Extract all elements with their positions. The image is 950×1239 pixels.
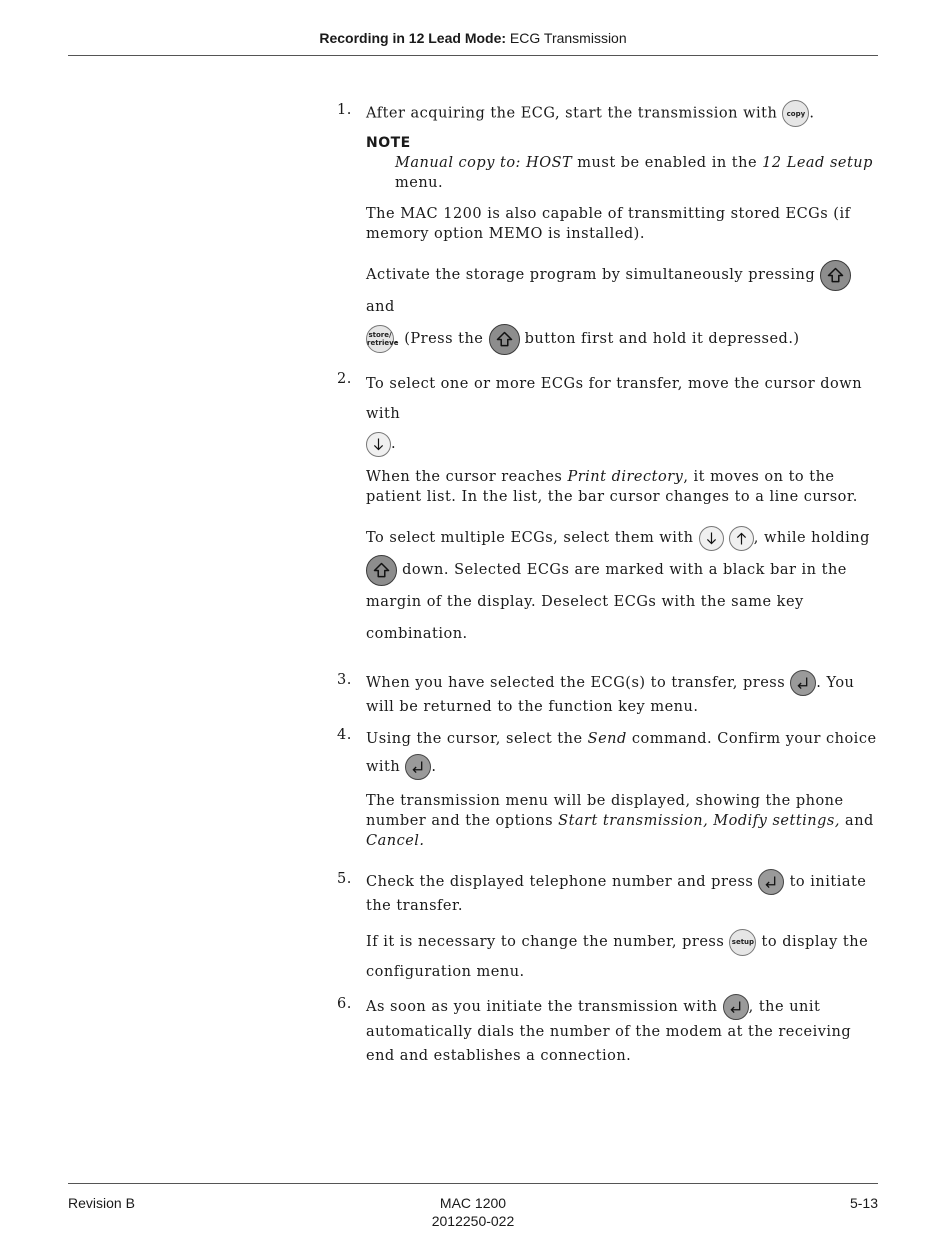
shift-key-icon: [820, 260, 851, 291]
step-text: Using the cursor, select the: [366, 731, 588, 747]
footer-page-number: 5-13: [849, 1195, 878, 1211]
step-text: .: [391, 436, 397, 452]
command-name: Send: [587, 731, 627, 747]
header-rule: [68, 55, 878, 56]
step-text: After acquiring the ECG, start the transmission with: [366, 105, 783, 122]
note-text: [366, 153, 882, 193]
page-body: [337, 100, 882, 1068]
enter-key-icon: [758, 869, 784, 895]
copy-key-icon: [782, 100, 809, 127]
retrieve-label-line: retrieve: [367, 339, 399, 347]
step-text: To select one or more ECGs for transfer, move the cursor down with: [366, 376, 863, 422]
stored-ecg-paragraph: The MAC 1200 is also capable of transmitting stored ECGs (if memory option MEMO is installed).: [366, 206, 851, 242]
step-number: 3.: [337, 672, 352, 688]
store-retrieve-key-label: [367, 331, 399, 347]
header-section: Recording in 12 Lead Mode:: [319, 30, 507, 46]
transmission-menu-paragraph: [366, 791, 882, 851]
change-number-paragraph: [366, 927, 882, 987]
step-text: .: [431, 759, 437, 775]
setup-key-label: setup: [731, 938, 755, 946]
footer-rule: [68, 1183, 878, 1184]
step-text: command. Confirm your choice with: [366, 731, 877, 775]
step-text: The transmission menu will be displayed, showing the phone number and the options: [366, 793, 844, 829]
setup-key-icon: [729, 929, 756, 956]
step-number: 5.: [337, 871, 352, 887]
header-title: ECG Transmission: [506, 30, 627, 46]
footer-document-id: [373, 1194, 573, 1230]
down-arrow-key-icon: [366, 432, 391, 457]
footer-part-number: 2012250-022: [431, 1213, 515, 1229]
enter-key-icon: [723, 994, 749, 1020]
shift-key-icon: [489, 324, 520, 355]
step-text: , the unit automatically dials the number of the modem at the receiving end and establishes a connection.: [366, 999, 852, 1064]
note-heading: NOTE: [366, 135, 411, 151]
footer-product: MAC 1200: [439, 1195, 507, 1211]
step-text: When you have selected the ECG(s) to transfer, press: [366, 675, 791, 691]
step-text: If it is necessary to change the number, press: [366, 934, 730, 950]
multi-select-paragraph: [366, 522, 882, 650]
menu-option-cancel: Cancel.: [366, 833, 425, 849]
step-number: 6.: [337, 996, 352, 1012]
store-label-line: store/: [368, 331, 392, 339]
step-text: button first and hold it depressed.): [519, 331, 800, 347]
step-text: To select multiple ECGs, select them with: [366, 530, 699, 546]
menu-item-name: Print directory: [567, 469, 684, 485]
step-text: When the cursor reaches: [366, 469, 568, 485]
up-arrow-key-icon: [729, 526, 754, 551]
enter-key-icon: [790, 670, 816, 696]
store-retrieve-key-icon: [366, 325, 399, 353]
down-arrow-key-icon: [699, 526, 724, 551]
step-text: to display the configuration menu.: [366, 934, 869, 980]
step-text: As soon as you initiate the transmission with: [366, 999, 723, 1015]
note-setting-name: Manual copy to: HOST: [395, 155, 573, 171]
step-number: 4.: [337, 727, 352, 743]
step-text: down. Selected ECGs are marked with a black bar in the margin of the display. Deselect ECGs with the same key combination.: [366, 562, 847, 642]
step-3: [337, 670, 882, 718]
storage-paragraph: [366, 259, 882, 355]
step-number: 1.: [337, 102, 352, 118]
step-text: and: [366, 299, 395, 315]
step-text: , while holding: [753, 530, 870, 546]
cursor-paragraph: [366, 467, 882, 507]
step-2: [337, 369, 882, 650]
step-number: 2.: [337, 371, 352, 387]
step-text: to initiate the transfer.: [366, 874, 867, 914]
step-5: [337, 869, 882, 987]
step-text: Check the displayed telephone number and press: [366, 874, 759, 890]
note-text-part: must be enabled in the: [572, 155, 763, 171]
enter-key-icon: [405, 754, 431, 780]
shift-key-icon: [366, 555, 397, 586]
note-text-part: menu.: [395, 175, 444, 191]
step-4: [337, 725, 882, 851]
step-6: [337, 994, 882, 1068]
step-text: and: [839, 813, 874, 829]
step-text: Activate the storage program by simultaneously pressing: [366, 267, 821, 283]
step-text: . You will be returned to the function key menu.: [366, 675, 855, 715]
step-text: . (Press the: [394, 331, 489, 347]
step-text: , it moves on to the patient list. In the list, the bar cursor changes to a line cursor.: [366, 469, 858, 505]
page-header: [68, 30, 878, 46]
note-menu-name: 12 Lead setup: [762, 155, 873, 171]
copy-key-label: copy: [786, 109, 806, 118]
step-text: .: [809, 105, 815, 122]
step-1: [337, 100, 882, 355]
footer-revision: Revision B: [68, 1195, 135, 1211]
menu-options: Start transmission, Modify settings,: [558, 813, 840, 829]
